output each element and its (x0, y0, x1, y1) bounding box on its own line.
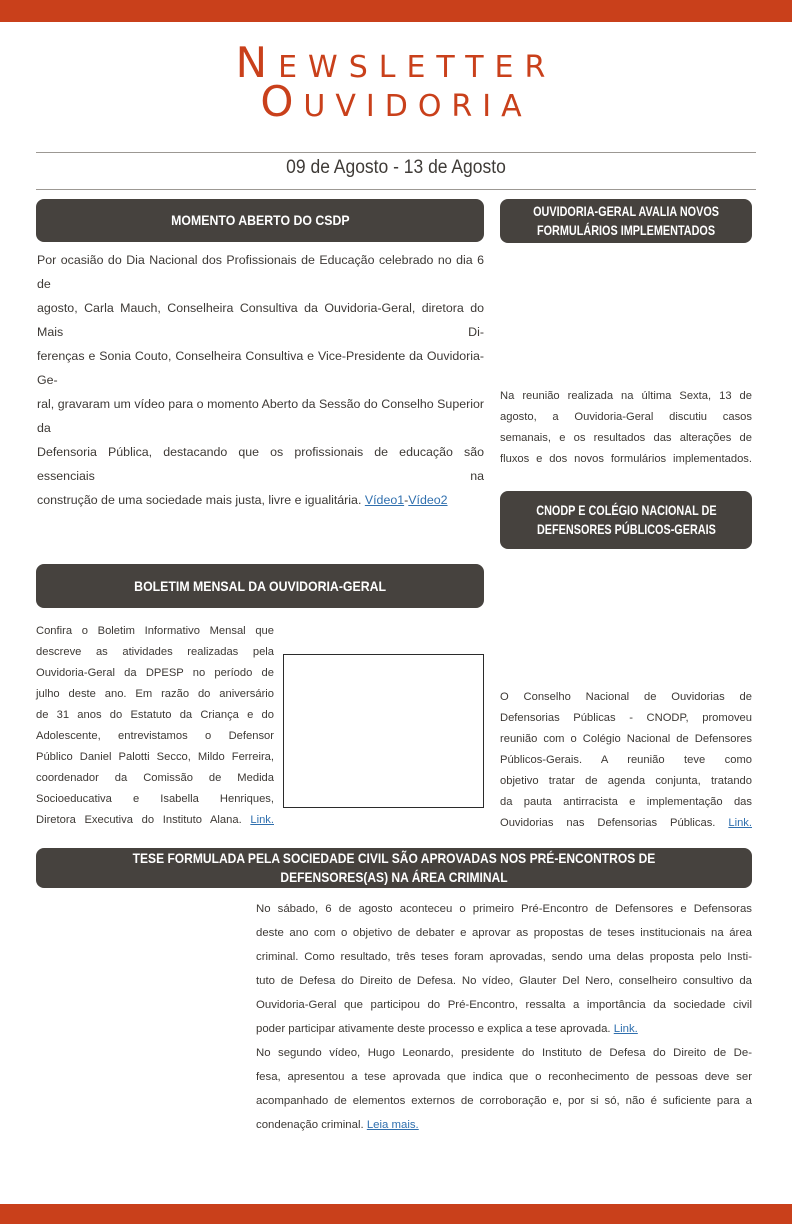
masthead-line1 (0, 40, 792, 86)
section-header-cnodp (500, 491, 752, 549)
header-rule-bottom (36, 189, 756, 190)
top-accent-band (0, 0, 792, 22)
article-line: agosto, Carla Mauch, Conselheira Consultiva da Ouvidoria-Geral, diretora do Mais Di- (37, 301, 484, 339)
tese-link[interactable]: Link. (613, 1023, 638, 1035)
article-line: No sábado, 6 de agosto aconteceu o primeiro Pré-Encontro de Defensores e Defensoras (256, 903, 752, 915)
article-last-line (37, 488, 484, 512)
article-line: criminal. Como resultado, três teses foram aprovadas, sendo uma delas proposta pelo Insti- (256, 951, 752, 963)
section-title-momento: MOMENTO ABERTO DO CSDP (170, 212, 350, 228)
article-line: Socioeducativa e Isabella Henriques, (36, 793, 274, 805)
article-line: Confira o Boletim Informativo Mensal que (36, 625, 274, 637)
section-title-line: CNODP E COLÉGIO NACIONAL DE (535, 502, 717, 518)
article-line: objetivo tratar de agenda conjunta, tratando (500, 775, 752, 787)
article-tese (256, 897, 752, 1137)
article-line-text: construção de uma sociedade mais justa, livre e igualitária. (37, 493, 365, 507)
article-line: tuto de Defesa do Direito de Defesa. No vídeo, Glauter Del Nero, conselheiro consultivo da (256, 975, 752, 987)
masthead-line2 (0, 77, 792, 126)
article-line-text: Ouvidorias nas Defensorias Públicas. (500, 817, 729, 829)
video2-link[interactable]: Vídeo2 (408, 493, 448, 507)
article-line: O Conselho Nacional de Ouvidorias de (500, 691, 752, 703)
boletim-link[interactable]: Link. (250, 814, 274, 826)
article-momento (37, 248, 484, 512)
section-title-line: DEFENSORES PÚBLICOS-GERAIS (536, 521, 716, 537)
article-line: semanais, e os resultados das alterações de (500, 432, 752, 444)
article-line: da pauta antirracista e implementação das (500, 796, 752, 808)
section-title-tese: TESE FORMULADA PELA SOCIEDADE CIVIL SÃO APROVADAS NOS PRÉ-ENCONTROS DE DEFENSORES(AS) NA ÁREA CRIMINAL (132, 850, 656, 885)
article-formularios (500, 386, 752, 470)
link-separator: - (404, 493, 409, 507)
article-line: descreve as atividades realizadas pela (36, 646, 274, 658)
leia-mais-link[interactable]: Leia mais. (366, 1119, 419, 1131)
article-line: Ouvidoria-Geral que participou do Pré-Encontro, ressalta a importância da sociedade civil (256, 999, 752, 1011)
header-rule-top (36, 152, 756, 153)
masthead-line2-initial: O (260, 77, 304, 126)
article-line: julho deste ano. Em razão do aniversário (36, 688, 274, 700)
article-line: agosto, a Ouvidoria-Geral discutiu casos (500, 411, 752, 423)
article-line: Defensoria Pública, destacando que os profissionais de educação são essenciais na (37, 445, 484, 483)
section-header-formularios (500, 199, 752, 243)
article-line: Adolescente, entrevistamos o Defensor (36, 730, 274, 742)
article-line-text: poder participar ativamente deste processo e explica a tese aprovada. (256, 1023, 614, 1035)
section-title-cnodp (524, 501, 729, 539)
article-line: reunião com o Colégio Nacional de Defensores (500, 733, 752, 745)
article-line: fesa, apresentou a tese aprovada que indica que o reconhecimento de pessoas deve ser (256, 1071, 752, 1083)
section-header-boletim (36, 564, 484, 608)
article-line: ral, gravaram um vídeo para o momento Aberto da Sessão do Conselho Superior da (37, 397, 484, 435)
article-line: Ouvidoria-Geral da DPESP no período de (36, 667, 274, 679)
article-line: acompanhado de elementos externos de corroboração e, por si só, não é suficiente para a (256, 1095, 752, 1107)
cnodp-link[interactable]: Link. (728, 817, 752, 829)
article-line: No segundo vídeo, Hugo Leonardo, presidente do Instituto de Defesa do Direito de De- (256, 1047, 752, 1059)
article-last-line (500, 813, 752, 834)
video1-link[interactable]: Vídeo1 (364, 493, 405, 507)
article-boletim (36, 621, 274, 831)
article-line: fluxos e dos novos formulários implementados. (500, 453, 752, 465)
article-line: ferenças e Sonia Couto, Conselheira Consultiva e Vice-Presidente da Ouvidoria-Ge- (37, 349, 484, 387)
masthead-line2-rest: UVIDORIA (303, 89, 532, 124)
section-header-momento (36, 199, 484, 242)
masthead-line1-rest: EWSLETTER (278, 50, 557, 85)
section-title-line: OUVIDORIA-GERAL AVALIA NOVOS (533, 203, 719, 219)
section-title-line: FORMULÁRIOS IMPLEMENTADOS (536, 222, 716, 238)
article-last-line (256, 1017, 752, 1041)
section-header-tese (36, 848, 752, 888)
boletim-image-frame (283, 654, 484, 808)
section-title-formularios (520, 202, 731, 240)
date-range: 09 de Agosto - 13 de Agosto (286, 157, 506, 178)
article-cnodp (500, 687, 752, 834)
article-line: de 31 anos do Estatuto da Criança e do (36, 709, 274, 721)
article-line: Públicos-Gerais. A reunião teve como (500, 754, 752, 766)
article-line: deste ano com o objetivo de debater e aprovar as propostas de teses institucionais na área (256, 927, 752, 939)
article-line: coordenador da Comissão de Medida (36, 772, 274, 784)
article-last-line (36, 810, 274, 831)
bottom-accent-band (0, 1204, 792, 1224)
article-line: Por ocasião do Dia Nacional dos Profissionais de Educação celebrado no dia 6 de (37, 253, 484, 291)
article-line: Na reunião realizada na última Sexta, 13 de (500, 390, 752, 402)
article-line-text: Diretora Executiva do Instituto Alana. (36, 814, 251, 826)
article-line: Público Daniel Palotti Secco, Mildo Ferreira, (36, 751, 274, 763)
masthead-line1-initial: N (235, 38, 279, 87)
article-last-line (256, 1113, 752, 1137)
section-title-boletim: BOLETIM MENSAL DA OUVIDORIA-GERAL (134, 577, 386, 594)
article-line-text: condenação criminal. (256, 1119, 367, 1131)
article-line: Defensorias Públicas - CNODP, promoveu (500, 712, 752, 724)
